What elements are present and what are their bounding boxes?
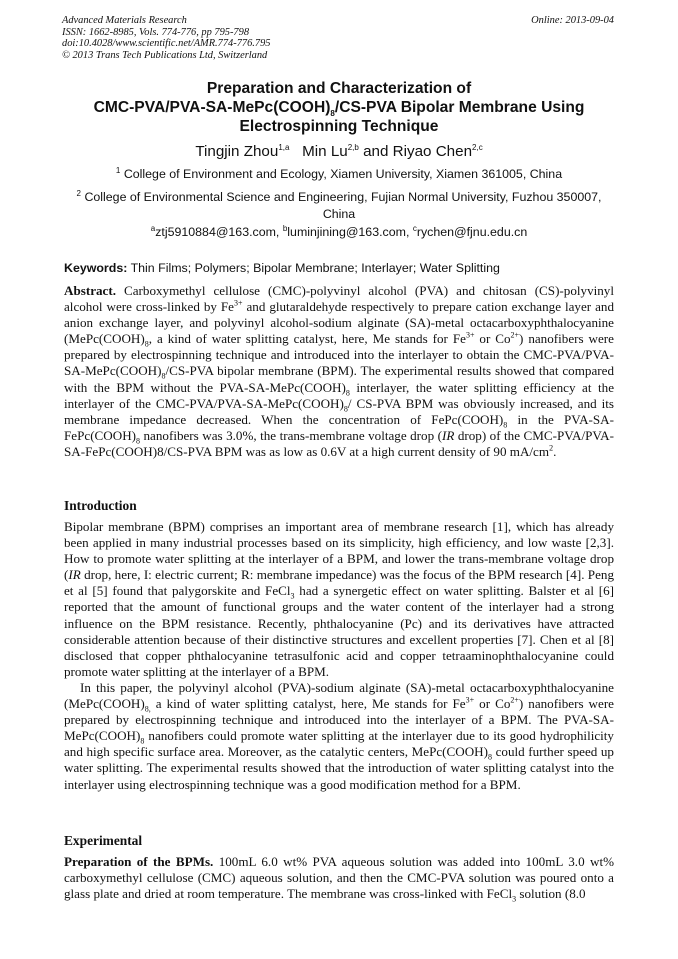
subscript: 8 [161,372,166,382]
author-affiliation-mark: 2,c [472,142,483,152]
superscript: 2+ [510,695,519,705]
intro-text: or Co [479,696,511,712]
subscript: 8 [345,388,350,398]
issn-line: ISSN: 1662-8985, Vols. 774-776, pp 795-798 [62,26,250,38]
experimental-text: solution (8.0 [519,886,586,902]
title-subscript: 8 [330,109,335,119]
abstract-block [64,283,614,460]
title-line-2 [60,98,618,117]
online-date: Online: 2013-09-04 [531,15,614,26]
journal-header [62,15,270,61]
author-affiliation-mark: 2,b [347,142,359,152]
affiliation-2 [62,189,616,223]
abstract-text: . [553,443,557,459]
email-mark: b [282,223,288,233]
intro-paragraph-1 [64,519,614,680]
abstract-text: and glutaraldehyde respectively to prepare cation exchange layer and anion exchange layer, and polyvinyl alcohol-sodium alginate (SA)-metal octacarboxyphthalocyanine (MePc(COOH) [64,299,614,347]
intro-heading: Introduction [64,498,137,513]
subscript: 8 [503,420,508,430]
intro-italic: IR [68,567,81,583]
intro-text: had a synergetic effect on water splitting. Balster et al [6] reported that the amount of functional groups and the water content of the interlayer had a strong influence on the BPM resistance. Recently, phthalocyanine (Pc) and its derivatives have attracted considerable attention because of their distinctive structures and excellent properties [7]. Chen et al [8] disclosed that copper phthalocyanine tetrasulfonic acid and copper tetraaminophthalocyanine could promote water splitting at the interlayer of a BPM. [64,583,614,679]
journal-name: Advanced Materials Research [62,15,187,26]
intro-text: drop, here, I: electric current; R: membrane impedance) was the focus of the BPM research [4]. Peng et al [5] found that palygorskite and FeCl [64,567,614,599]
author-affiliation-mark: 1,a [278,142,290,152]
author-name: Riyao Chen [392,143,473,160]
experimental-heading: Experimental [64,833,143,848]
intro-text: nanofibers could promote water splitting at the interlayer due to its good hydrophilicity and high specific surface area. Moreover, as the catalytic centers, MePc(COOH) [64,728,614,760]
experimental-label: Preparation of the BPMs. [64,854,214,869]
email-mark: a [150,223,156,233]
author-list [60,143,618,160]
doi-line: doi:10.4028/www.scientific.net/AMR.774-776.795 [62,38,271,50]
title-line-3: Electrospinning Technique [239,118,439,135]
copyright-line: © 2013 Trans Tech Publications Ltd, Switzerland [62,49,268,61]
subscript: 8 [144,339,149,349]
subscript: 8 [343,404,348,414]
affiliation-text: College of Environment and Ecology, Xiamen University, Xiamen 361005, China [123,167,563,181]
email-address[interactable]: rychen@fjnu.edu.cn [416,225,528,239]
abstract-label: Abstract. [64,283,116,298]
email-address[interactable]: ztj5910884@163.com, [155,225,280,239]
title-line-1: Preparation and Characterization of [206,80,472,97]
abstract-italic: IR [441,427,455,443]
abstract-text: drop) of the CMC-PVA/PVA-SA-FePc(COOH)8/CS-PVA BPM was as low as 0.6V at a high current density of 90 mA/cm [64,427,614,459]
author-name: Tingjin Zhou [195,143,279,160]
intro-text: could further speed up water splitting. The experimental results showed that the introduction of water splitting catalyst into the interlayer using electrospinning technique was a good modification method for a BPM. [64,744,614,792]
affiliation-text: College of Environmental Science and Engineering, Fujian Normal University, Fuzhou 350007, China [84,190,602,221]
subscript: 8, [144,704,151,714]
superscript: 3+ [465,330,475,340]
affiliation-mark: 1 [115,165,121,175]
intro-block [64,519,614,793]
affiliation-mark: 2 [76,188,81,198]
superscript: 2+ [510,330,520,340]
subscript: 8 [488,752,492,762]
superscript: 2 [549,443,554,453]
intro-text: Bipolar membrane (BPM) comprises an important area of membrane research [1], which has already been applied in many industrial processes based on its simplicity, high efficiency, and low waste [2,3]. How to promote water splitting at the interlayer of a BPM, and lower the trans-membrane voltage drop ( [64,519,614,583]
email-list [62,225,616,239]
intro-text: a kind of water splitting catalyst, here, Me stands for Fe [155,696,466,712]
subscript: 3 [512,894,517,904]
abstract-text: , a kind of water splitting catalyst, here, Me stands for Fe [148,331,466,347]
abstract-text: /CS-PVA bipolar membrane (BPM). The experimental results showed that compared with the BPM without the PVA-SA-MePc(COOH) [64,363,614,395]
abstract-text: Carboxymethyl cellulose (CMC)-polyvinyl alcohol (PVA) and chitosan (CS)-polyvinyl alcohol were cross-linked by Fe [64,283,614,315]
intro-paragraph-2 [64,680,614,793]
subscript: 3 [290,591,295,601]
abstract-paragraph [64,283,614,460]
keywords-label: Keywords: [64,261,128,275]
subscript: 8 [140,736,145,746]
experimental-paragraph [64,854,614,902]
experimental-block [64,854,614,902]
experimental-text: 100mL 6.0 wt% PVA aqueous solution was added into 100mL 3.0 wt% carboxymethyl cellulose (CMC) aqueous solution, and then the CMC-PVA solution was poured onto a glass plate and dried at room temperature. The membrane was cross-linked with FeCl [64,854,614,902]
email-mark: c [412,223,417,233]
superscript: 3+ [465,695,475,705]
intro-text: In this paper, the polyvinyl alcohol (PVA)-sodium alginate (SA)-metal octacarboxyphthalocyanine (MePc(COOH) [64,679,614,712]
abstract-text: interlayer, the water splitting efficiency at the interlayer of the CMC-PVA/PVA-SA-MePc(COOH) [64,379,615,411]
abstract-text: ) nanofibers were prepared by electrospinning technique and introduced into the interlayer to obtain the CMC-PVA/PVA-SA-MePc(COOH) [64,331,614,379]
abstract-text: or Co [479,331,511,347]
author-conjunction: and [363,143,389,160]
subscript: 8 [136,436,141,446]
superscript: 3+ [233,298,243,308]
abstract-text: nanofibers was 3.0%, the trans-membrane voltage drop ( [143,427,442,443]
abstract-text: / CS-PVA BPM was obviously increased, and its membrane impedance decreased. When the concentration of FePc(COOH) [64,395,614,427]
email-address[interactable]: luminjining@163.com, [287,225,410,239]
abstract-text: in the PVA-SA-FePc(COOH) [64,411,614,443]
paper-title [60,79,618,136]
keywords-text: Thin Films; Polymers; Bipolar Membrane; Interlayer; Water Splitting [130,261,500,275]
affiliation-1 [62,166,616,183]
title-part: CMC-PVA/PVA-SA-MePc(COOH) [93,99,331,116]
keywords-line [64,261,500,275]
intro-text: ) nanofibers were prepared by electrospinning technique and introduced into the interlayer of a BPM. The PVA-SA-MePc(COOH) [64,696,614,744]
title-part: /CS-PVA Bipolar Membrane Using [334,99,585,116]
author-name: Min Lu [302,143,348,160]
